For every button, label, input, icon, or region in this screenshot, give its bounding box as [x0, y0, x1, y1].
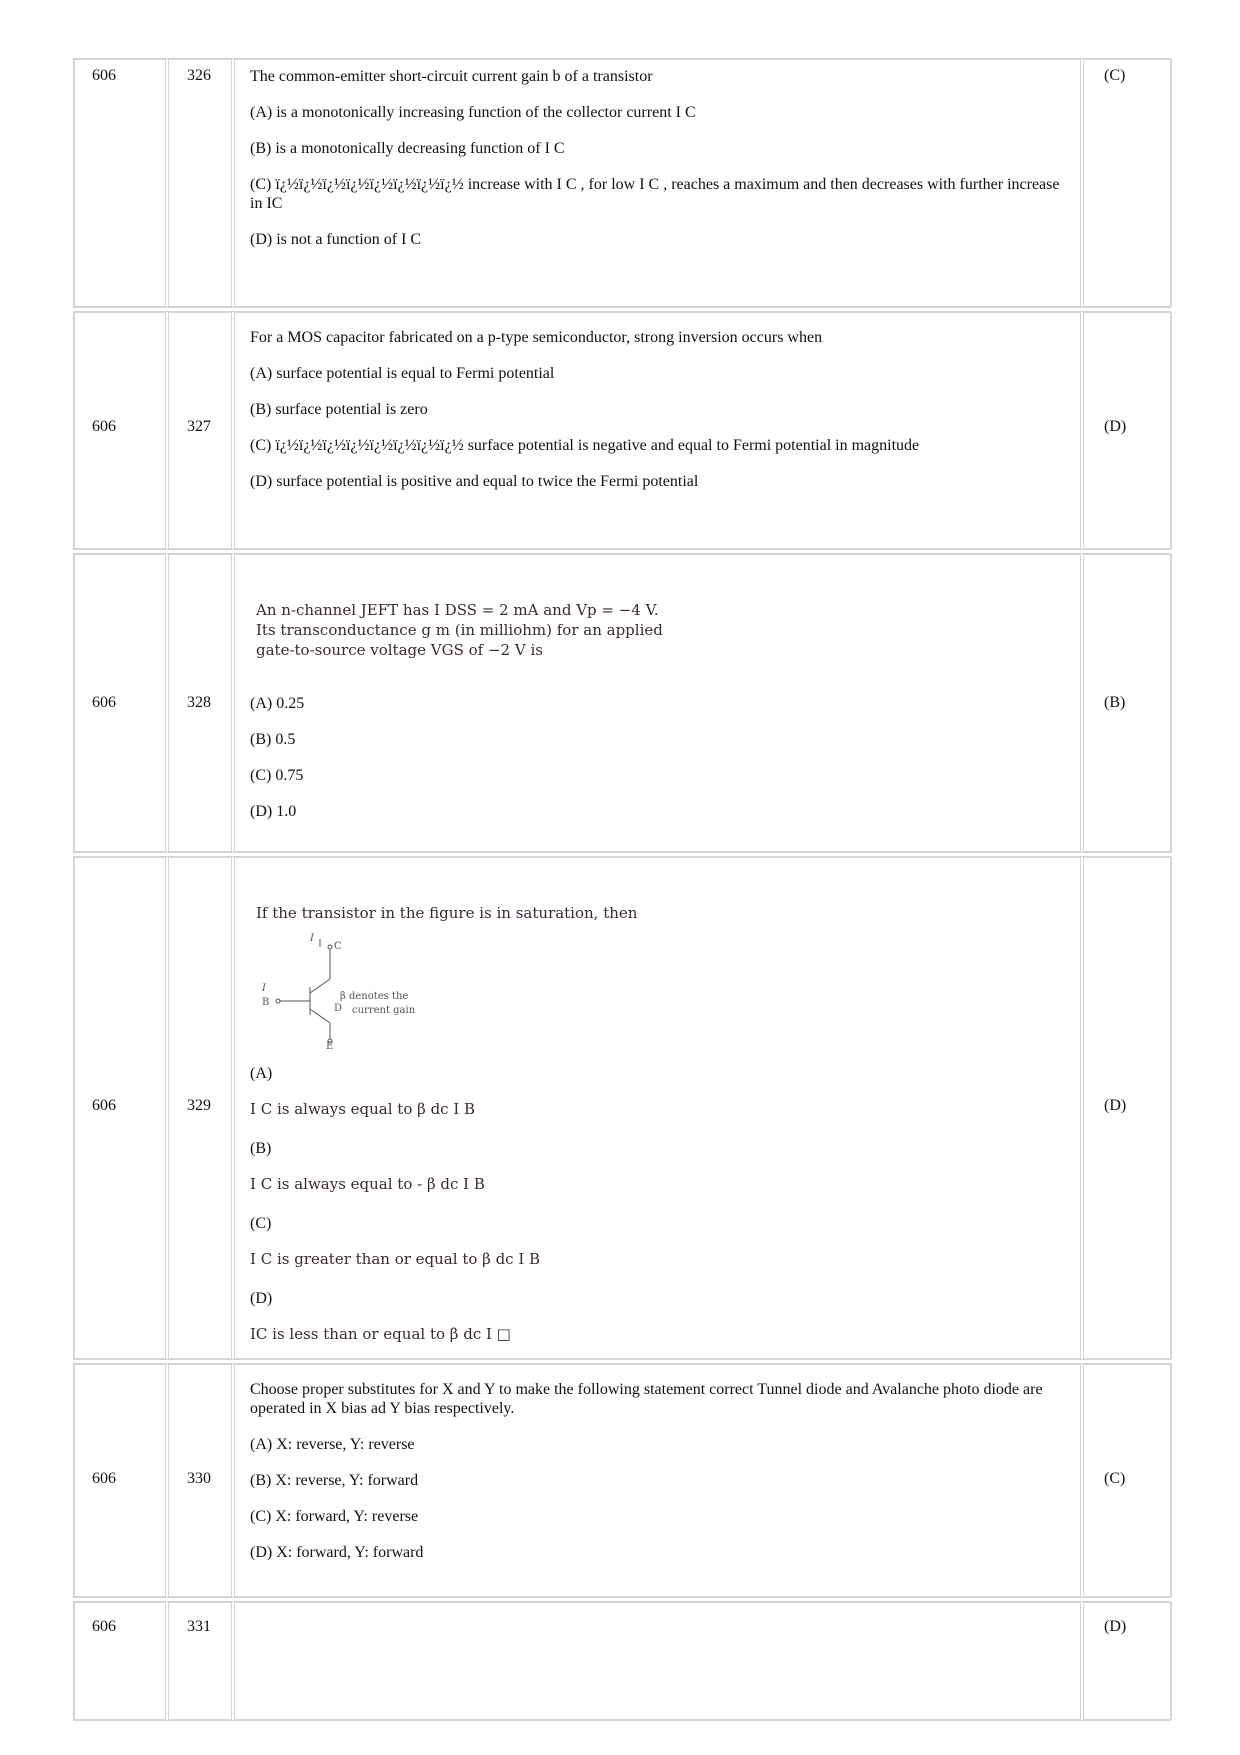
e-label: E	[326, 1041, 334, 1049]
answer-key: (D)	[1104, 1097, 1127, 1114]
option-c: (C) ï¿½ï¿½ï¿½ï¿½ï¿½ï¿½ï¿½ï¿½ increase with I C , for low I C , reaches a maximum and then decreases with further increase in IC	[250, 176, 1060, 212]
question-number: 327	[187, 418, 211, 435]
option-b: (B) surface potential is zero	[250, 401, 428, 418]
option-c: (C) X: forward, Y: reverse	[250, 1508, 419, 1525]
option-b-label: (B)	[250, 1140, 272, 1157]
question-number: 331	[187, 1618, 211, 1635]
question-text: Choose proper substitutes for X and Y to make the following statement correct Tunnel diode and Avalanche photo diode are operated in X bias ad Y bias respectively.	[250, 1381, 1043, 1417]
figure-note: current gain	[352, 1005, 416, 1016]
b-label: B	[262, 997, 270, 1008]
option-d: (D) X: forward, Y: forward	[250, 1544, 424, 1561]
option-c: (C) ï¿½ï¿½ï¿½ï¿½ï¿½ï¿½ï¿½ï¿½ surface potential is negative and equal to Fermi potential in magnitude	[250, 437, 920, 454]
subject-code: 606	[92, 1618, 116, 1635]
option-a: (A) is a monotonically increasing function of the collector current I C	[250, 104, 696, 121]
option-d: (D) 1.0	[250, 803, 297, 820]
answer-key: (D)	[1104, 1618, 1127, 1635]
option-d: (D) surface potential is positive and equal to twice the Fermi potential	[250, 473, 699, 490]
table-row	[73, 58, 1171, 308]
d-label: D	[334, 1003, 343, 1014]
question-text: If the transistor in the figure is in saturation, then	[256, 904, 638, 922]
option-a: (A) 0.25	[250, 695, 305, 712]
option-c-label: (C)	[250, 1215, 272, 1232]
question-text: The common-emitter short-circuit current gain b of a transistor	[250, 68, 653, 85]
table-row	[73, 1601, 1171, 1721]
c-label: C	[334, 941, 342, 952]
question-body	[250, 328, 1074, 508]
question-body	[250, 1380, 1074, 1579]
question-table	[73, 58, 1171, 1724]
table-row	[73, 553, 1171, 853]
answer-key: (C)	[1104, 67, 1126, 84]
subject-code: 606	[92, 1097, 116, 1114]
answer-key: (D)	[1104, 418, 1127, 435]
figure-note: β denotes the	[340, 991, 409, 1002]
table-row	[73, 1363, 1171, 1598]
subject-code: 606	[92, 67, 116, 84]
option-b: (B) X: reverse, Y: forward	[250, 1472, 419, 1489]
question-body	[250, 67, 1074, 266]
question-body	[250, 903, 1074, 1364]
option-a: (A) X: reverse, Y: reverse	[250, 1436, 415, 1453]
question-number: 329	[187, 1097, 211, 1114]
subject-code: 606	[92, 694, 116, 711]
ib-label: I	[262, 983, 266, 994]
question-image-text: An n-channel JEFT has I DSS = 2 mA and Vp = −4 V. Its transconductance g m (in milliohm) for an applied gate-to-source voltage VGS of −2 V is	[256, 601, 663, 659]
subject-code: 606	[92, 1470, 116, 1487]
question-number: 328	[187, 694, 211, 711]
option-d-label: (D)	[250, 1290, 273, 1307]
answer-key: (B)	[1104, 694, 1126, 711]
question-number: 326	[187, 67, 211, 84]
option-c: (C) 0.75	[250, 767, 304, 784]
question-body	[250, 600, 1074, 838]
option-d: (D) is not a function of I C	[250, 231, 422, 248]
option-b: I C is always equal to - β dc I B	[250, 1175, 485, 1193]
question-text: For a MOS capacitor fabricated on a p-type semiconductor, strong inversion occurs when	[250, 329, 823, 346]
answer-key: (C)	[1104, 1470, 1126, 1487]
option-b: (B) 0.5	[250, 731, 296, 748]
question-number: 330	[187, 1470, 211, 1487]
option-a: (A) surface potential is equal to Fermi potential	[250, 365, 555, 382]
subject-code: 606	[92, 418, 116, 435]
option-b: (B) is a monotonically decreasing function of I C	[250, 140, 565, 157]
option-a-label: (A)	[250, 1065, 273, 1082]
ic-label: I	[310, 933, 314, 944]
option-a: I C is always equal to β dc I B	[250, 1100, 476, 1118]
table-row	[73, 856, 1171, 1360]
option-d: IC is less than or equal to β dc I □	[250, 1325, 511, 1343]
option-c: I C is greater than or equal to β dc I B	[250, 1250, 541, 1268]
table-row	[73, 311, 1171, 550]
transistor-figure	[254, 929, 454, 1049]
